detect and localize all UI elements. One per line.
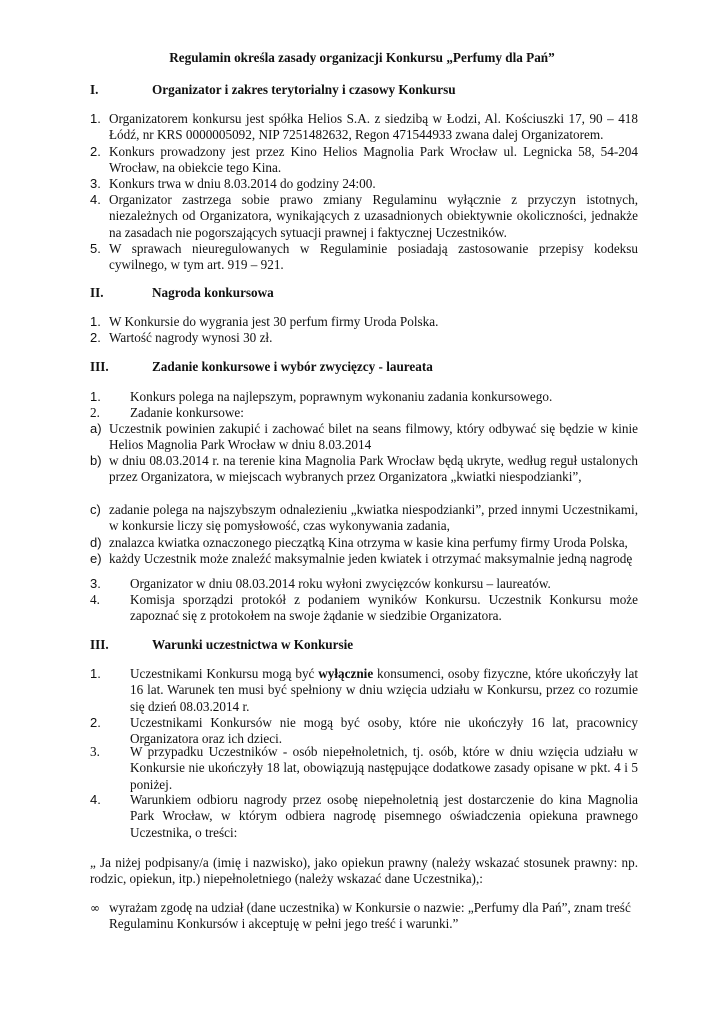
item-number: 5.: [90, 241, 101, 256]
item-text: Konkurs trwa w dniu 8.03.2014 do godziny 24:00.: [109, 176, 376, 191]
item-number: 4.: [90, 592, 100, 607]
item-number: 1.: [90, 314, 101, 329]
item-text: Organizatorem konkursu jest spółka Helios S.A. z siedzibą w Łodzi, Al. Kościuszki 17, 90 – 418 Łódź, nr KRS 0000005092, NIP 7251482632, Regon 471544933 zwana dalej Organizatorem.: [109, 111, 638, 143]
list-item: [90, 241, 638, 274]
item-text: W Konkursie do wygrania jest 30 perfum firmy Uroda Polska.: [109, 314, 439, 329]
item-text: Konkurs prowadzony jest przez Kino Helios Magnolia Park Wrocław ul. Legnicka 58, 54-204 Wrocław, na obiekcie tego Kina.: [109, 144, 638, 176]
item-text: Organizator zastrzega sobie prawo zmiany Regulaminu wyłącznie z przyczyn istotnych, niezależnych od Organizatora, wynikających z uzasadnionych obiektywnie okoliczności, jednakże na zasadach nie pogorszających sytuacji prawnej i faktycznej Uczestników.: [109, 192, 638, 240]
emphasis: wyłącznie: [318, 666, 374, 681]
list-item: [90, 502, 638, 535]
item-text: w dniu 08.03.2014 r. na terenie kina Magnolia Park Wrocław będą ukryte, według reguł ustalonych przez Organizatora, w miejscach wybranych przez Organizatora „kwiatki niespodzianki”,: [109, 453, 638, 485]
bullet-text: wyrażam zgodę na udział (dane uczestnika) w Konkursie o nazwie: „Perfumy dla Pań”, znam treść Regulaminu Konkursów i akceptuję w pełni jego treść i warunki.”: [109, 900, 631, 932]
list-item: [90, 576, 638, 592]
list-item: [90, 535, 638, 551]
section-number: I.: [90, 82, 99, 97]
item-text: W sprawach nieuregulowanych w Regulaminie posiadają zastosowanie przepisy kodeksu cywilnego, w tym art. 919 – 921.: [109, 241, 638, 273]
item-number: 3.: [90, 744, 100, 759]
list-item: [90, 176, 638, 192]
section-number: III.: [90, 637, 109, 652]
item-number: 3.: [90, 576, 101, 591]
item-number: 3.: [90, 176, 101, 191]
section-title: Warunki uczestnictwa w Konkursie: [152, 637, 354, 652]
item-text: zadanie polega na najszybszym odnalezieniu „kwiatka niespodzianki”, przed innymi Uczestnikami, w konkursie liczy się pomysłowość, czas wykonywania zadania,: [109, 502, 638, 534]
item-number: 2.: [90, 330, 101, 345]
item-text: Konkurs polega na najlepszym, poprawnym wykonaniu zadania konkursowego.: [130, 389, 553, 404]
list-item: [90, 744, 638, 793]
item-text: Uczestnikami Konkursów nie mogą być osoby, które nie ukończyły 16 lat, pracownicy Organizatora oraz ich dzieci.: [130, 715, 638, 747]
list-item: [90, 144, 638, 177]
item-number: 2.: [90, 715, 101, 730]
declaration-bullet: [90, 900, 638, 933]
item-text: Uczestnik powinien zakupić i zachować bilet na seans filmowy, który odbywać się będzie w kinie Helios Magnolia Park Wrocław w dniu 8.03.2014: [109, 421, 638, 453]
document-title: Regulamin określa zasady organizacji Konkursu „Perfumy dla Pań”: [169, 50, 555, 65]
item-letter: d): [90, 535, 102, 550]
list-item: [90, 715, 638, 748]
item-number: 2.: [90, 144, 101, 159]
list-item: [90, 792, 638, 841]
list-item: [90, 330, 638, 346]
list-item: [90, 592, 638, 625]
item-text: W przypadku Uczestników - osób niepełnoletnich, tj. osób, które w dniu wzięcia udziału w Konkursie nie ukończyły 18 lat, obowiązują następujące dodatkowe zasady opisane w pkt. 4 i 5 poniżej.: [130, 744, 638, 792]
item-letter: e): [90, 551, 102, 566]
section-title: Zadanie konkursowe i wybór zwycięzcy - laureata: [152, 359, 433, 374]
section-title: Organizator i zakres terytorialny i czasowy Konkursu: [152, 82, 456, 97]
list-item: [90, 421, 638, 454]
declaration-intro: „ Ja niżej podpisany/a (imię i nazwisko), jako opiekun prawny (należy wskazać stosunek prawny: np. rodzic, opiekun, itp.) niepełnoletniego (należy wskazać dane Uczestnika),:: [90, 855, 638, 887]
item-text: Zadanie konkursowe:: [130, 405, 244, 420]
item-letter: c): [90, 502, 101, 517]
infinity-bullet-icon: ∞: [90, 901, 100, 915]
item-letter: a): [90, 421, 102, 436]
list-item: [90, 111, 638, 144]
item-text: Wartość nagrody wynosi 30 zł.: [109, 330, 273, 345]
item-number: 1.: [90, 666, 101, 681]
item-text: Uczestnikami Konkursu mogą być wyłącznie konsumenci, osoby fizyczne, które ukończyły lat 16 lat. Warunek ten musi być spełniony w dniu wzięcia udziału w Konkursu, przez co rozumie się dzień 08.03.2014 r.: [130, 666, 638, 714]
list-item: [90, 666, 638, 715]
item-text: Warunkiem odbioru nagrody przez osobę niepełnoletnią jest dostarczenie do kina Magnolia Park Wrocław, w którym odbiera nagrodę pisemnego oświadczenia opiekuna prawnego Uczestnika, o treści:: [130, 792, 638, 840]
item-number: 4.: [90, 792, 101, 807]
list-item: [90, 192, 638, 241]
item-number: 1.: [90, 111, 101, 126]
section-number: II.: [90, 285, 104, 300]
item-text: znalazca kwiatka oznaczonego pieczątką Kina otrzyma w kasie kina perfumy firmy Uroda Polska,: [109, 535, 628, 550]
list-item: [90, 551, 638, 567]
list-item: [90, 453, 638, 486]
section-title: Nagroda konkursowa: [152, 285, 274, 300]
item-letter: b): [90, 453, 102, 468]
item-number: 4.: [90, 192, 101, 207]
list-item: [90, 314, 638, 330]
item-number: 1.: [90, 389, 101, 404]
item-text: każdy Uczestnik może znaleźć maksymalnie jeden kwiatek i otrzymać maksymalnie jedną nagrodę: [109, 551, 633, 566]
section-number: III.: [90, 359, 109, 374]
list-item: [90, 389, 638, 405]
list-item: [90, 405, 638, 421]
item-text: Komisja sporządzi protokół z podaniem wyników Konkursu. Uczestnik Konkursu może zapoznać się z protokołem na swoje żądanie w siedzibie Organizatora.: [130, 592, 638, 624]
item-number: 2.: [90, 405, 100, 420]
item-text: Organizator w dniu 08.03.2014 roku wyłoni zwycięzców konkursu – laureatów.: [130, 576, 551, 591]
